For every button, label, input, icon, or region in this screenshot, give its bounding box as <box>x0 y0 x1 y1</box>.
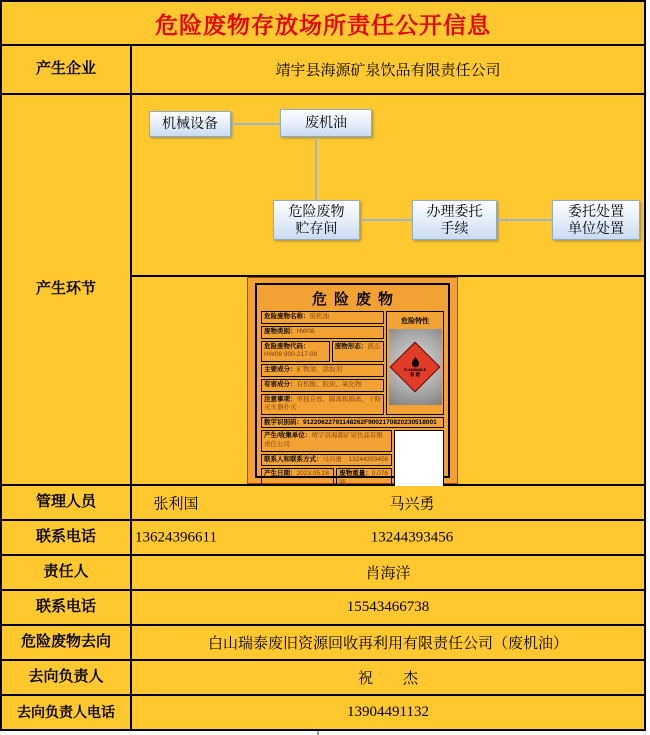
process-flowchart <box>132 95 644 275</box>
manager-1: 张利国 <box>153 496 199 512</box>
flow-connector <box>232 123 280 125</box>
field-producer: 产生/收集单位：靖宇县海源矿泉饮品有限责任公司 <box>261 430 392 452</box>
page-title: 危险废物存放场所责任公开信息 <box>2 2 644 44</box>
destination-value: 白山瑞泰废旧资源回收再利用有限责任公司（废机油） <box>132 626 644 659</box>
flammable-placard: FLAMMABLE 易 燃 <box>389 329 442 405</box>
manager-phones-value <box>132 521 644 554</box>
process-label: 产生环节 <box>2 95 130 484</box>
hazard-label-photo-cell <box>132 277 644 487</box>
destination-contact-label: 去向负责人 <box>2 661 130 694</box>
field-produce-date: 产生日期：2023.05.18 <box>261 468 334 490</box>
responsible-phone-label: 联系电话 <box>2 591 130 624</box>
flow-node-entrust-procedure: 办理委托 手续 <box>412 200 497 240</box>
field-precautions: 注意事项：单独存放、隔离板隔离、干粉灭火器扑灭 <box>261 394 384 416</box>
field-waste-form: 废物形态：液态 <box>332 341 384 363</box>
field-waste-code: 危险废物代码： HW08 900-217-08 <box>261 341 330 363</box>
sheet-edge <box>0 731 650 735</box>
hazard-trait-box <box>386 311 444 415</box>
destination-label: 危险废物去向 <box>2 626 130 659</box>
flow-connector <box>498 219 552 221</box>
responsible-value: 肖海洋 <box>132 556 644 589</box>
field-weight: 废物重量：0.076吨 <box>336 468 392 490</box>
field-digital-id: 数字识别码：91220622791148262F9002170820230518001 <box>261 417 444 428</box>
enterprise-label: 产生企业 <box>2 46 130 93</box>
manager-2: 马兴勇 <box>389 496 435 512</box>
hazard-trait-label: 危险特性 <box>401 318 430 325</box>
manager-phone-1: 13624396611 <box>135 529 217 545</box>
flow-node-waste-oil: 废机油 <box>280 109 372 137</box>
hazard-label-title: 危险废物 <box>311 291 400 308</box>
flow-connector <box>361 219 412 221</box>
flow-node-storage-room: 危险废物 贮存间 <box>273 200 360 240</box>
destination-contact-value: 祝 杰 <box>132 661 644 694</box>
managers-label: 管理人员 <box>2 486 130 519</box>
flow-connector <box>315 138 317 200</box>
field-contact: 联系人和联系方式：马兴勇 13244393456 <box>261 454 392 467</box>
field-harmful-components: 有害成分：有机酸、胶质、氧化物 <box>261 379 384 392</box>
field-main-components: 主要成分：矿物油、添加剂 <box>261 364 384 377</box>
field-waste-category: 废物类别：HW08 <box>261 326 384 339</box>
field-waste-name: 危险废物名称：废机油 <box>261 311 384 324</box>
responsible-phone-value: 15543466738 <box>132 591 644 624</box>
destination-phone-label: 去向负责人电话 <box>2 696 130 729</box>
enterprise-value: 靖宇县海源矿泉饮品有限责任公司 <box>132 46 644 93</box>
flow-node-disposal-unit: 委托处置 单位处置 <box>552 200 640 240</box>
gridline-stub <box>317 731 319 735</box>
manager-phone-2: 13244393456 <box>370 529 454 545</box>
flow-node-equipment: 机械设备 <box>149 111 231 137</box>
responsible-label: 责任人 <box>2 556 130 589</box>
hazard-waste-label <box>247 277 458 487</box>
managers-value <box>132 486 644 519</box>
destination-phone-value: 13904491132 <box>132 696 644 729</box>
manager-phones-label: 联系电话 <box>2 521 130 554</box>
